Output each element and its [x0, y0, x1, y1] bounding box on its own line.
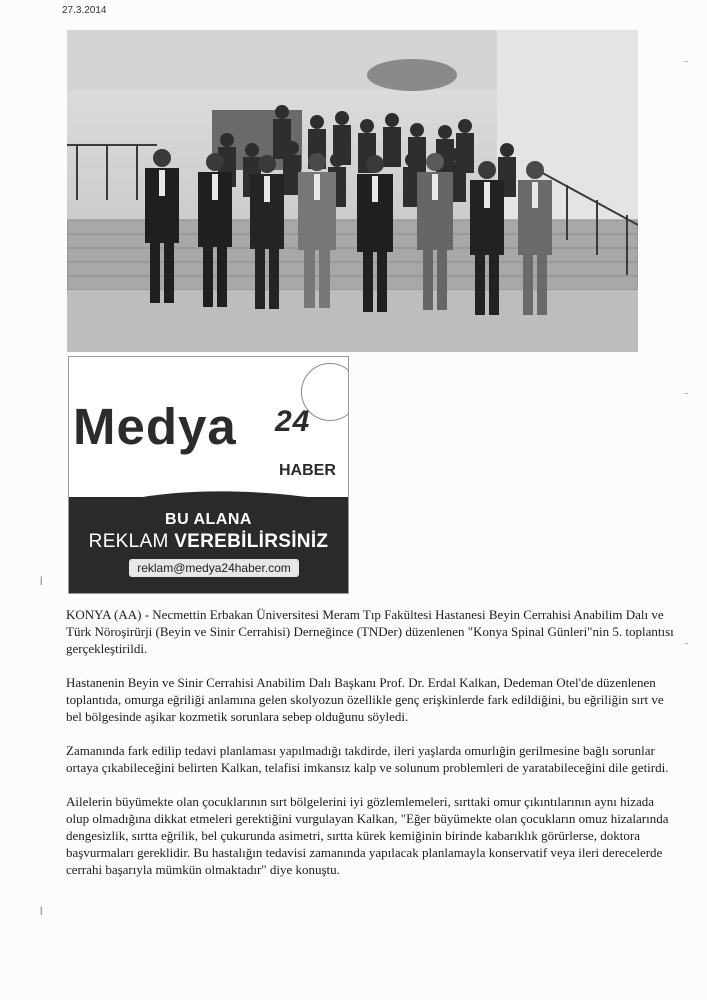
paragraph: Hastanenin Beyin ve Sinir Cerrahisi Anabilim Dalı Başkanı Prof. Dr. Erdal Kalkan, Dedeman Otel'de düzenlenen toplantıda, omurga eğriliği anlamına gelen skolyozun özellikle genç erişkinlerde fark edildiğini, bu eğriliğin sırt ve bel bölgesinde aşikar kozmetik sorunlara sebep olduğunu söyledi. [66, 675, 664, 724]
group-photo [67, 30, 638, 352]
scan-mark: | [40, 575, 43, 585]
medya24-advertisement[interactable]: Medya 24 HABER BU ALANA REKLAM VEREBİLİRSİNİZ reklam@medya24haber.com [68, 356, 349, 594]
paragraph: KONYA (AA) - Necmettin Erbakan Üniversitesi Meram Tıp Fakültesi Hastanesi Beyin Cerrahisi Anabilim Dalı ve Türk Nöroşirürji (Beyin ve Sinir Cerrahisi) Derneğince (TNDer) düzenlenen "Konya Spinal Günleri"nin 5. toplantısı gerçekleştirildi. [66, 607, 674, 656]
scan-mark: ⁻ [684, 58, 689, 68]
paragraph: Zamanında fark edilip tedavi planlaması yapılmadığı takdirde, ileri yaşlarda omurlığin gerilmesine bağlı sorunlar ortaya çıkabileceğini belirten Kalkan, telafisi imkansız kalp ve solunum problemleri de yaratabileceğini dile getirdi. [66, 743, 669, 775]
scan-mark: ⁻ [684, 390, 689, 400]
page-bottom-margin [0, 918, 707, 1000]
ad-headline: BU ALANA [165, 511, 252, 528]
scan-mark: ⁻ [684, 640, 689, 650]
scan-mark: | [40, 905, 43, 915]
ad-subheadline: REKLAM VEREBİLİRSİNİZ [88, 531, 329, 552]
paragraph: Ailelerin büyümekte olan çocuklarının sırt bölgelerini iyi gözlemlemeleri, sırttaki omur çıkıntılarının aynı hizada olup olmadığına dikkat etmeleri gerektiğini vurgulayan Kalkan, "Eğer büyümekte olan çocukların omuz hizalarında dengesizlik, sırtta eğrilik, bel çukurunda asimetri, sırtta kürek kemiğinin birinde kabarıklık görürlerse, doktora başvurmaları gereklidir. Bu hastalığın tedavisi zamanında yapılacak planlamayla konservatif veya ileri derecelerde cerrahi başarıyla mümkün olmaktadır" diye konuştu. [66, 794, 669, 877]
ad-email-link[interactable]: reklam@medya24haber.com [129, 559, 299, 577]
print-date: 27.3.2014 [62, 5, 107, 16]
logo-subtitle: HABER [279, 462, 336, 479]
article-body [66, 606, 676, 878]
